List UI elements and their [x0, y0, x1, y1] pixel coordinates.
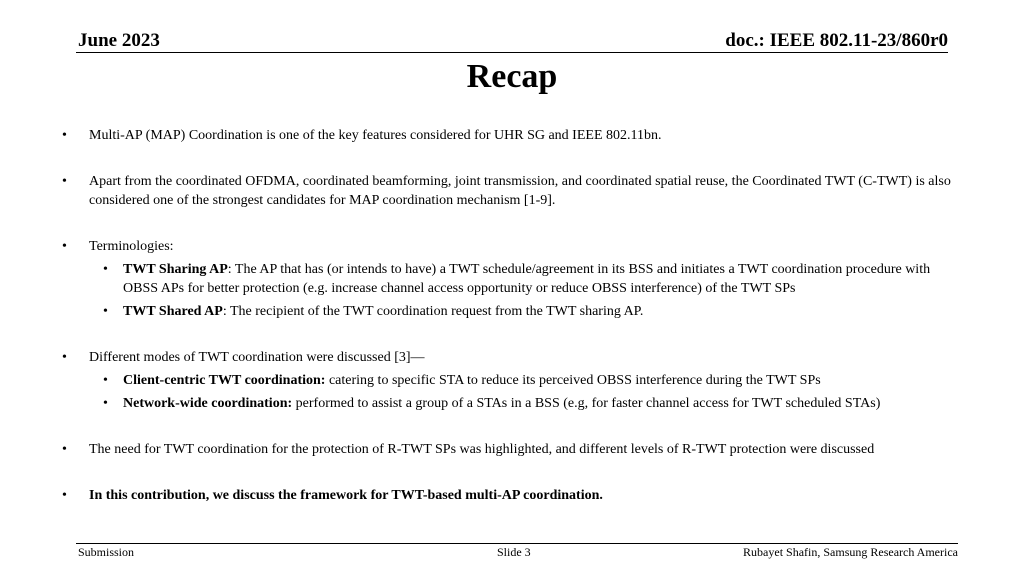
- footer-submission: Submission: [78, 545, 135, 559]
- sub-bullet-client-centric: [62, 371, 962, 390]
- bullet-dot: •: [62, 350, 67, 365]
- bullet-text: Different modes of TWT coordination were discussed [3]—: [89, 350, 425, 365]
- bullet-r-twt-protection: [62, 440, 962, 459]
- bullet-dot: •: [103, 262, 108, 277]
- definition-client-centric: catering to specific STA to reduce its perceived OBSS interference during the TWT SPs: [325, 373, 821, 388]
- term-twt-sharing-ap: TWT Sharing AP: [123, 262, 228, 277]
- bullet-text: Apart from the coordinated OFDMA, coordinated beamforming, joint transmission, and coordinated spatial reuse, the Coordinated TWT (C-TWT) is also considered one of the strongest candidates for MAP coordination mechanism [1-9].: [89, 174, 951, 208]
- sub-bullet-twt-shared-ap: [62, 302, 962, 321]
- header-date: June 2023: [78, 30, 160, 51]
- term-client-centric: Client-centric TWT coordination:: [123, 373, 326, 388]
- bullet-text: The need for TWT coordination for the protection of R-TWT SPs was highlighted, and different levels of R-TWT protection were discussed: [89, 442, 875, 457]
- footer-divider: [76, 543, 958, 544]
- slide-body: [62, 126, 962, 505]
- bullet-map-coordination: [62, 126, 962, 145]
- term-twt-shared-ap: TWT Shared AP: [123, 304, 223, 319]
- bullet-dot: •: [62, 128, 67, 143]
- bullet-text: Terminologies:: [89, 239, 174, 254]
- bullet-c-twt: [62, 172, 962, 210]
- sub-bullet-network-wide: [62, 394, 962, 413]
- bullet-terminologies: [62, 237, 962, 256]
- bullet-dot: •: [103, 396, 108, 411]
- definition-twt-sharing-ap: : The AP that has (or intends to have) a TWT schedule/agreement in its BSS and initiates a TWT coordination procedure with OBSS APs for better protection (e.g. increase channel access opportunity or reduce OBSS interference) of the TWT SPs: [123, 262, 931, 296]
- header-divider: [76, 52, 948, 53]
- footer-slide-number: Slide 3: [497, 545, 531, 559]
- definition-network-wide: performed to assist a group of a STAs in a BSS (e.g, for faster channel access for TWT scheduled STAs): [292, 396, 881, 411]
- bullet-contribution: [62, 486, 962, 505]
- bullet-dot: •: [62, 488, 67, 503]
- footer-author: Rubayet Shafin, Samsung Research America: [743, 545, 958, 559]
- header-doc-number: doc.: IEEE 802.11-23/860r0: [725, 30, 948, 51]
- bullet-dot: •: [62, 239, 67, 254]
- slide-title: Recap: [466, 58, 558, 95]
- bullet-dot: •: [62, 442, 67, 457]
- bullet-dot: •: [62, 174, 67, 189]
- bullet-dot: •: [103, 304, 108, 319]
- bullet-dot: •: [103, 373, 108, 388]
- definition-twt-shared-ap: : The recipient of the TWT coordination request from the TWT sharing AP.: [222, 304, 644, 319]
- term-network-wide: Network-wide coordination:: [123, 396, 293, 411]
- sub-bullet-twt-sharing-ap: [62, 260, 962, 298]
- bullet-coordination-modes: [62, 348, 962, 367]
- bullet-text: In this contribution, we discuss the framework for TWT-based multi-AP coordination.: [89, 488, 603, 503]
- bullet-text: Multi-AP (MAP) Coordination is one of the key features considered for UHR SG and IEEE 802.11bn.: [89, 128, 662, 143]
